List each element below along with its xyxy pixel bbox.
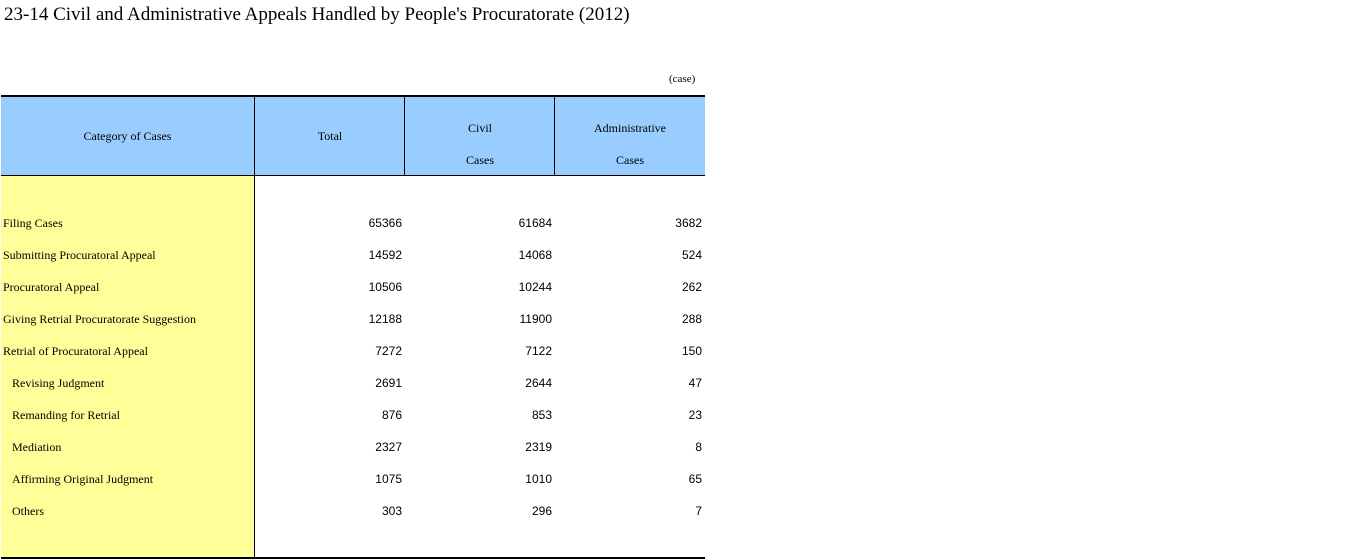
row-category: Affirming Original Judgment [12,472,154,486]
row-total: 12188 [368,312,402,326]
column-divider [404,97,405,175]
table-row [1,245,705,265]
table-header [1,97,705,176]
row-civil: 296 [531,504,552,518]
row-category: Remanding for Retrial [12,408,120,422]
row-administrative: 47 [688,376,702,390]
row-category: Filing Cases [3,216,63,230]
row-category: Submitting Procuratoral Appeal [3,248,156,262]
row-total: 1075 [375,472,402,486]
row-total: 303 [381,504,402,518]
row-category: Others [12,504,44,518]
table-row [1,309,705,329]
row-total: 14592 [368,248,402,262]
header-administrative [555,97,705,175]
category-column-bg [1,176,254,557]
column-divider [554,97,555,175]
header-category: Category of Cases [83,129,172,143]
table-row [1,437,705,457]
table-row [1,469,705,489]
row-civil: 853 [531,408,552,422]
table-bottom-rule [1,557,705,559]
row-category: Giving Retrial Procuratorate Suggestion [3,312,196,326]
table-row [1,373,705,393]
table-row [1,277,705,297]
page-title: 23-14 Civil and Administrative Appeals Handled by People's Procuratorate (2012) [4,4,630,25]
row-total: 10506 [368,280,402,294]
header-total: Total [317,129,343,143]
row-administrative: 65 [688,472,702,486]
row-administrative: 7 [695,504,702,518]
row-civil: 10244 [518,280,552,294]
row-total: 65366 [368,216,402,230]
row-administrative: 8 [695,440,702,454]
row-administrative: 150 [681,344,702,358]
row-administrative: 524 [681,248,702,262]
header-civil-line2: Cases [466,153,494,167]
row-civil: 2319 [525,440,552,454]
row-civil: 2644 [525,376,552,390]
row-administrative: 23 [688,408,702,422]
row-total: 7272 [375,344,402,358]
row-category: Retrial of Procuratoral Appeal [3,344,148,358]
unit-label: (case) [669,73,696,85]
row-total: 2327 [375,440,402,454]
row-civil: 7122 [525,344,552,358]
row-total: 2691 [375,376,402,390]
row-administrative: 3682 [675,216,702,230]
row-civil: 61684 [518,216,552,230]
header-civil-line1: Civil [467,121,492,135]
row-total: 876 [381,408,402,422]
row-civil: 1010 [525,472,552,486]
row-civil: 11900 [519,312,552,326]
row-administrative: 288 [681,312,702,326]
table-row [1,405,705,425]
header-admin-line2: Cases [616,153,644,167]
row-category: Mediation [12,440,62,454]
header-civil [405,97,555,175]
row-category: Procuratoral Appeal [3,280,100,294]
row-category: Revising Judgment [12,376,105,390]
table-row [1,501,705,521]
row-civil: 14068 [518,248,552,262]
table-row [1,341,705,361]
table-row [1,213,705,233]
header-admin-line1: Administrative [594,121,666,135]
row-administrative: 262 [681,280,702,294]
